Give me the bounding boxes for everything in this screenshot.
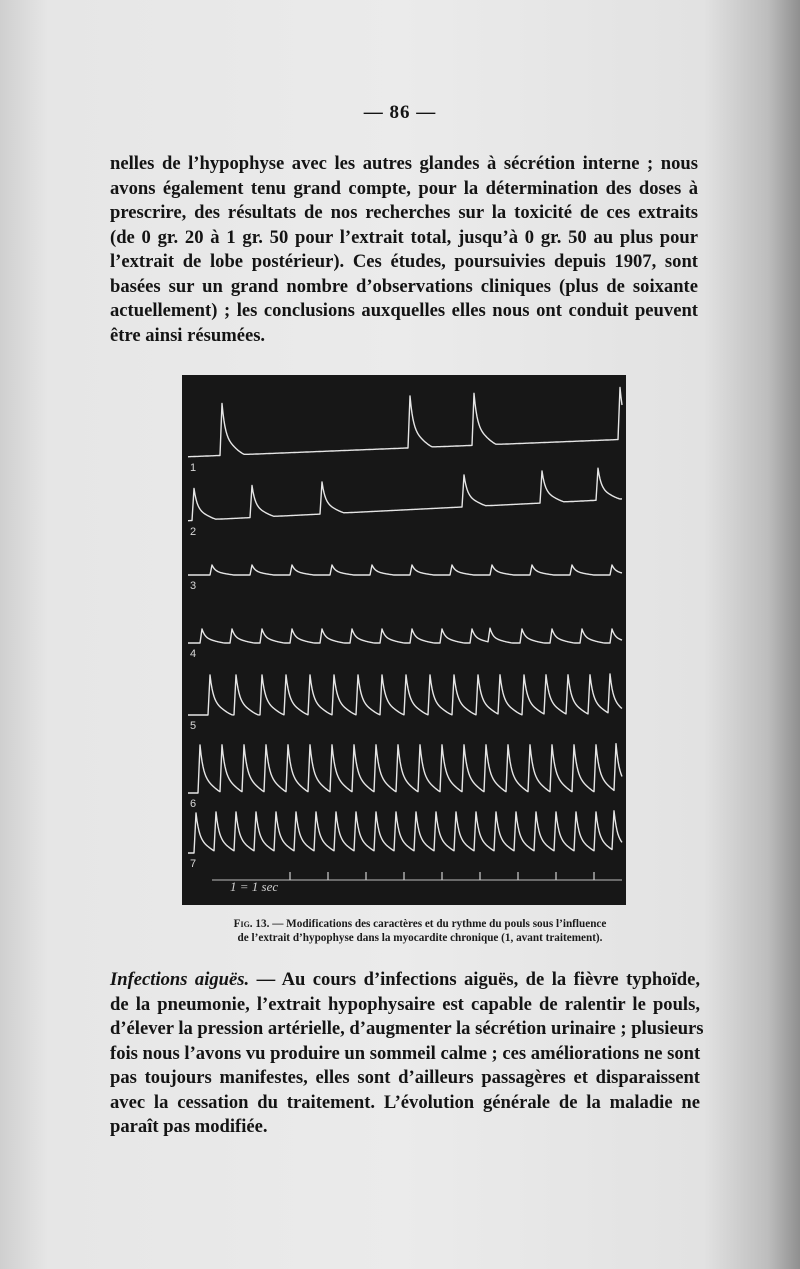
trace-number-label: 6 bbox=[190, 798, 197, 810]
heading-rest: — Au cours d’infections aiguës, de la fièvre typhoïde, bbox=[249, 969, 700, 990]
section-heading: Infections aiguës. bbox=[110, 969, 250, 990]
text-line: avons également tenu grand compte, pour la détermination des doses à bbox=[110, 177, 698, 199]
page-number: — 86 — bbox=[363, 102, 437, 123]
time-scale-label: 1 = 1 sec bbox=[230, 879, 279, 894]
text-line: l’extrait de lobe postérieur). Ces études, poursuivies depuis 1907, sont bbox=[110, 251, 698, 272]
trace-number-label: 5 bbox=[190, 720, 197, 732]
trace-number-label: 4 bbox=[190, 648, 197, 660]
figure-caption bbox=[160, 917, 680, 945]
text-line: être ainsi résumées. bbox=[110, 324, 266, 346]
text-line: nelles de l’hypophyse avec les autres glandes à sécrétion interne ; nous bbox=[110, 153, 698, 174]
trace-number-label: 1 bbox=[190, 462, 197, 474]
text-line: pas toujours manifestes, elles sont d’ailleurs passagères et disparaissent bbox=[110, 1067, 700, 1088]
caption-line-1: — Modifications des caractères et du rythme du pouls sous l’influence bbox=[269, 918, 607, 930]
text-line: (de 0 gr. 20 à 1 gr. 50 pour l’extrait total, jusqu’à 0 gr. 50 au plus pour bbox=[110, 226, 698, 248]
caption-line-2: de l’extrait d’hypophyse dans la myocardite chronique (1, avant traitement). bbox=[237, 932, 603, 944]
text-line: de la pneumonie, l’extrait hypophysaire est capable de ralentir le pouls, bbox=[110, 993, 700, 1015]
text-line: avec la cessation du traitement. L’évolution générale de la maladie ne bbox=[110, 1091, 700, 1113]
pulse-tracing-image bbox=[182, 375, 626, 905]
text-line: d’élever la pression artérielle, d’augmenter la sécrétion urinaire ; plusieurs bbox=[110, 1018, 704, 1039]
caption-figure-label: Fig. 13. bbox=[233, 918, 270, 930]
pulse-tracing-figure bbox=[182, 375, 626, 905]
text-line: paraît pas modifiée. bbox=[110, 1116, 268, 1137]
text-line: actuellement) ; les conclusions auxquelles elles nous ont conduit peuvent bbox=[110, 300, 698, 321]
trace-number-label: 7 bbox=[190, 858, 197, 870]
trace-number-label: 3 bbox=[190, 580, 197, 592]
text-line: prescrire, des résultats de nos recherches sur la toxicité de ces extraits bbox=[110, 202, 698, 223]
text-line bbox=[110, 968, 700, 993]
text-line: fois nous l’avons vu produire un sommeil calme ; ces améliorations ne sont bbox=[110, 1042, 701, 1064]
paragraph-1 bbox=[110, 152, 698, 348]
paragraph-2 bbox=[110, 968, 704, 1140]
trace-number-label: 2 bbox=[190, 526, 197, 538]
text-line: basées sur un grand nombre d’observations cliniques (plus de soixante bbox=[110, 275, 698, 297]
